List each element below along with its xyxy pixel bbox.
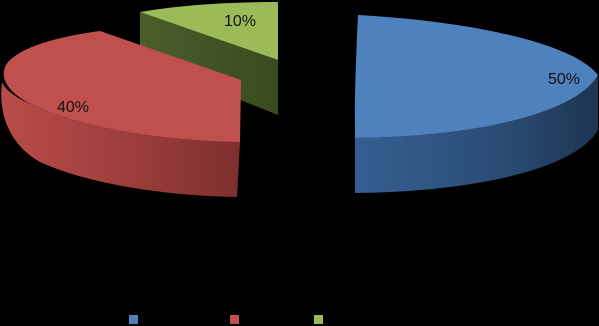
legend-swatch-3 bbox=[314, 315, 323, 324]
slice-2-label: 40% bbox=[56, 99, 90, 116]
legend bbox=[0, 312, 599, 326]
legend-swatch-1 bbox=[129, 315, 138, 324]
slice-1-label: 50% bbox=[547, 71, 581, 88]
legend-swatch-2 bbox=[230, 315, 239, 324]
slice-1[interactable] bbox=[355, 15, 598, 193]
slice-3-label: 10% bbox=[223, 13, 257, 30]
